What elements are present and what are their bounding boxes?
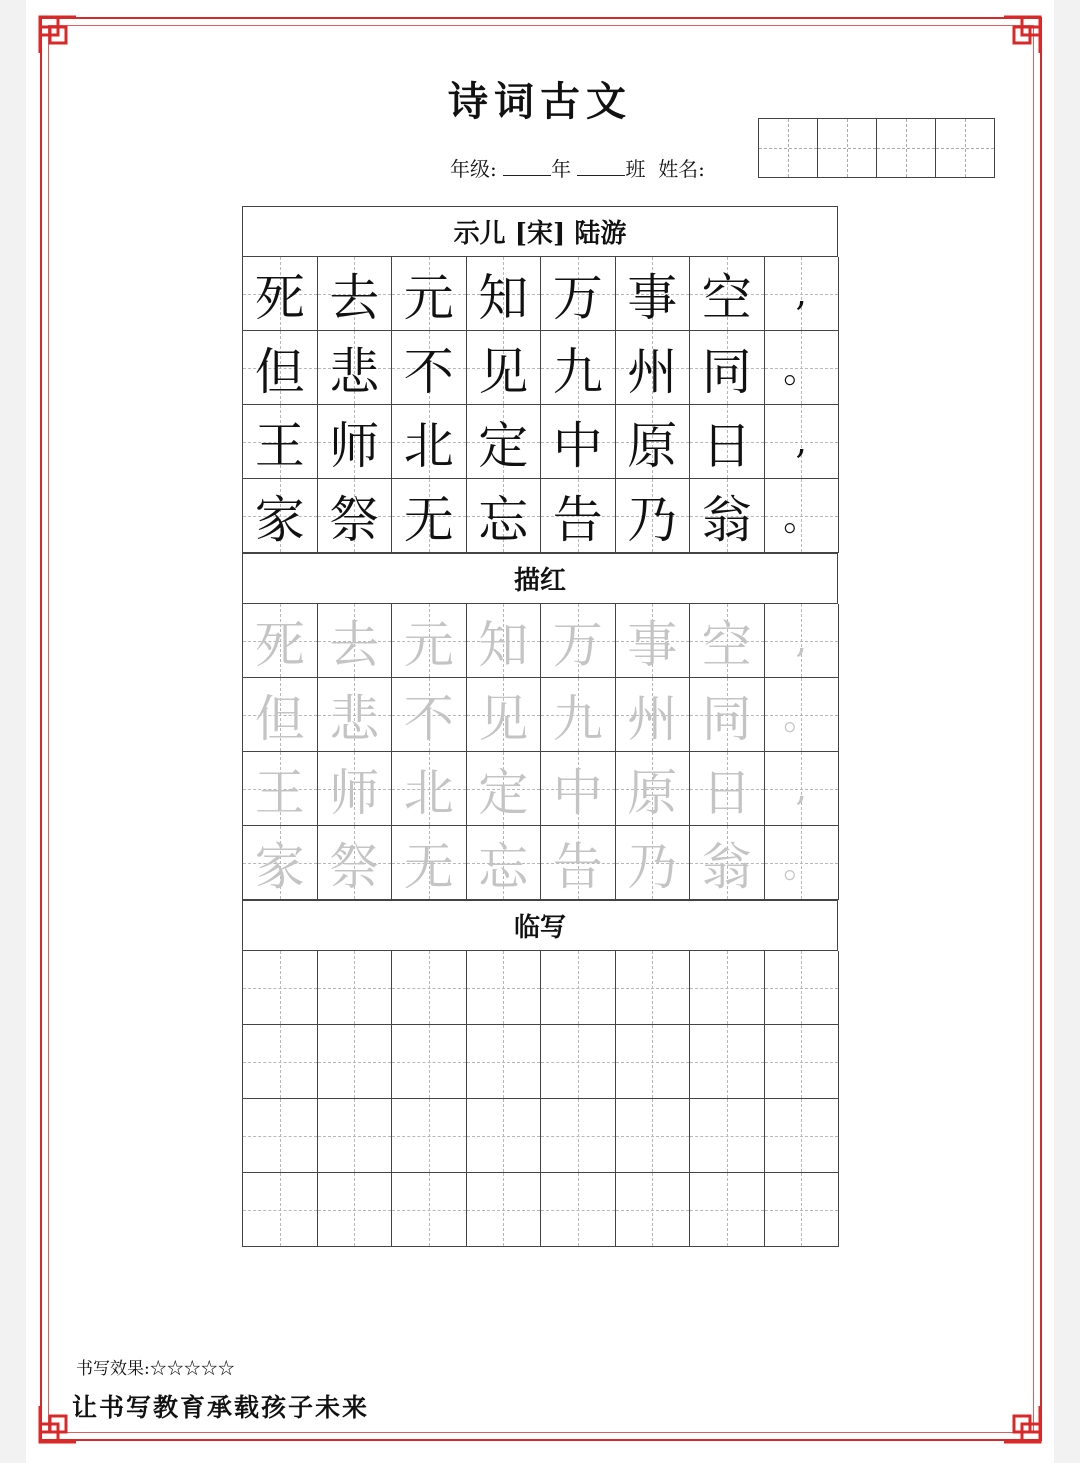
poem-character: 空 bbox=[701, 615, 752, 674]
grid-cell[interactable] bbox=[765, 1173, 840, 1247]
grid-cell bbox=[243, 257, 318, 331]
poem-character: 悲 bbox=[329, 342, 380, 401]
poem-character: 家 bbox=[254, 490, 305, 549]
grid-cell[interactable] bbox=[318, 752, 393, 826]
poem-character: 万 bbox=[552, 268, 603, 327]
poem-character: 乃 bbox=[627, 490, 678, 549]
grid-cell[interactable] bbox=[467, 1099, 542, 1173]
poem-character: 王 bbox=[254, 416, 305, 475]
poem-character: 知 bbox=[478, 268, 529, 327]
grade-label: 年级: bbox=[450, 157, 497, 181]
grid-cell bbox=[392, 331, 467, 405]
grid-cell bbox=[690, 257, 765, 331]
grid-cell[interactable] bbox=[541, 951, 616, 1025]
poem-character: 中 bbox=[552, 763, 603, 822]
name-box[interactable] bbox=[876, 118, 936, 178]
grid-cell bbox=[616, 257, 691, 331]
grid-cell bbox=[616, 331, 691, 405]
footer-slogan: 让书写教育承载孩子未来 bbox=[72, 1393, 370, 1422]
poem-character: 原 bbox=[627, 763, 678, 822]
grid-cell[interactable] bbox=[467, 752, 542, 826]
poem-character: 事 bbox=[627, 615, 678, 674]
grid-cell[interactable] bbox=[243, 752, 318, 826]
grid-cell[interactable] bbox=[467, 951, 542, 1025]
grid-cell[interactable] bbox=[318, 1025, 393, 1099]
grid-cell[interactable] bbox=[467, 826, 542, 900]
grid-cell bbox=[467, 405, 542, 479]
grid-cell bbox=[541, 479, 616, 553]
grid-cell bbox=[318, 479, 393, 553]
trace-grid bbox=[242, 603, 838, 900]
grid-cell[interactable] bbox=[541, 678, 616, 752]
grid-cell[interactable] bbox=[318, 604, 393, 678]
poem-character: 同 bbox=[701, 342, 752, 401]
class-label: 班 bbox=[625, 157, 646, 181]
poem-character: 。 bbox=[783, 697, 820, 738]
grid-cell bbox=[690, 331, 765, 405]
poem-character: 原 bbox=[627, 416, 678, 475]
grid-cell[interactable] bbox=[616, 1173, 691, 1247]
poem-character: 日 bbox=[701, 763, 752, 822]
grid-cell bbox=[765, 257, 840, 331]
poem-character: 死 bbox=[254, 615, 305, 674]
grid-cell[interactable] bbox=[765, 678, 840, 752]
grid-cell[interactable] bbox=[541, 1099, 616, 1173]
grid-cell[interactable] bbox=[690, 678, 765, 752]
poem-character: 告 bbox=[552, 837, 603, 896]
grid-cell[interactable] bbox=[392, 752, 467, 826]
grid-cell[interactable] bbox=[541, 604, 616, 678]
name-input-boxes[interactable] bbox=[758, 118, 998, 178]
grid-cell[interactable] bbox=[318, 1099, 393, 1173]
grid-cell[interactable] bbox=[616, 951, 691, 1025]
grid-cell[interactable] bbox=[616, 604, 691, 678]
grid-cell[interactable] bbox=[765, 1025, 840, 1099]
poem-character: 祭 bbox=[329, 490, 380, 549]
poem-character: 州 bbox=[627, 689, 678, 748]
poem-character: , bbox=[795, 421, 807, 462]
poem-character: 见 bbox=[478, 689, 529, 748]
grid-cell[interactable] bbox=[318, 1173, 393, 1247]
poem-character: 定 bbox=[478, 763, 529, 822]
grid-cell[interactable] bbox=[765, 604, 840, 678]
grid-cell[interactable] bbox=[690, 951, 765, 1025]
corner-ornament-top-right bbox=[1000, 13, 1044, 57]
grid-cell bbox=[616, 479, 691, 553]
poem-character: 但 bbox=[254, 342, 305, 401]
grid-cell[interactable] bbox=[616, 1099, 691, 1173]
grid-cell[interactable] bbox=[392, 678, 467, 752]
grid-cell bbox=[616, 405, 691, 479]
grid-cell[interactable] bbox=[318, 678, 393, 752]
poem-character: 北 bbox=[403, 416, 454, 475]
grid-cell bbox=[318, 405, 393, 479]
grid-cell bbox=[392, 479, 467, 553]
poem-character: 去 bbox=[329, 268, 380, 327]
grid-cell bbox=[318, 257, 393, 331]
poem-character: 王 bbox=[254, 763, 305, 822]
poem-character: 乃 bbox=[627, 837, 678, 896]
year-label: 年 bbox=[551, 157, 572, 181]
grid-cell[interactable] bbox=[541, 826, 616, 900]
grid-cell[interactable] bbox=[243, 826, 318, 900]
grid-cell[interactable] bbox=[318, 951, 393, 1025]
grid-cell bbox=[541, 257, 616, 331]
poem-character: 翁 bbox=[701, 837, 752, 896]
grid-cell[interactable] bbox=[765, 1099, 840, 1173]
poem-character: 州 bbox=[627, 342, 678, 401]
grid-cell bbox=[467, 331, 542, 405]
grid-cell[interactable] bbox=[392, 604, 467, 678]
grid-cell bbox=[243, 405, 318, 479]
grid-cell[interactable] bbox=[243, 1099, 318, 1173]
poem-character: 师 bbox=[329, 416, 380, 475]
name-label: 姓名: bbox=[658, 157, 705, 181]
trace-section-header bbox=[242, 553, 838, 603]
name-box[interactable] bbox=[758, 118, 818, 178]
grid-cell[interactable] bbox=[392, 1025, 467, 1099]
trace-title: 描红 bbox=[513, 566, 566, 596]
grid-cell[interactable] bbox=[616, 1025, 691, 1099]
poem-character: 不 bbox=[403, 689, 454, 748]
grid-cell[interactable] bbox=[765, 752, 840, 826]
poem-character: 九 bbox=[552, 689, 603, 748]
grid-cell[interactable] bbox=[467, 1173, 542, 1247]
grid-cell bbox=[541, 331, 616, 405]
poem-character: 去 bbox=[329, 615, 380, 674]
grid-cell bbox=[467, 257, 542, 331]
poem-character: 悲 bbox=[329, 689, 380, 748]
grid-cell[interactable] bbox=[243, 604, 318, 678]
practice-sheet bbox=[242, 206, 838, 1247]
grid-cell[interactable] bbox=[467, 678, 542, 752]
grid-cell[interactable] bbox=[392, 951, 467, 1025]
copy-title: 临写 bbox=[513, 913, 566, 943]
poem-character: 。 bbox=[783, 498, 820, 539]
poem-character: 不 bbox=[403, 342, 454, 401]
grid-cell[interactable] bbox=[392, 1099, 467, 1173]
grid-cell[interactable] bbox=[541, 1025, 616, 1099]
grid-cell[interactable] bbox=[392, 1173, 467, 1247]
grid-cell[interactable] bbox=[690, 826, 765, 900]
grid-cell bbox=[541, 405, 616, 479]
poem-character: 。 bbox=[783, 350, 820, 391]
writing-rating: 书写效果:☆☆☆☆☆ bbox=[76, 1359, 235, 1379]
grade-blank[interactable] bbox=[503, 157, 551, 176]
poem-character: 见 bbox=[478, 342, 529, 401]
grid-cell[interactable] bbox=[765, 951, 840, 1025]
poem-character: 同 bbox=[701, 689, 752, 748]
poem-character: 知 bbox=[478, 615, 529, 674]
class-blank[interactable] bbox=[577, 157, 625, 176]
student-info-line bbox=[450, 153, 705, 182]
poem-character: 元 bbox=[403, 615, 454, 674]
grid-cell[interactable] bbox=[243, 678, 318, 752]
grid-cell[interactable] bbox=[541, 752, 616, 826]
poem-character: 日 bbox=[701, 416, 752, 475]
corner-ornament-bottom-right bbox=[1000, 1402, 1044, 1446]
poem-character: 师 bbox=[329, 763, 380, 822]
grid-cell[interactable] bbox=[765, 826, 840, 900]
poem-character: , bbox=[795, 620, 807, 661]
grid-cell[interactable] bbox=[616, 678, 691, 752]
grid-cell[interactable] bbox=[690, 1173, 765, 1247]
poem-character: 中 bbox=[552, 416, 603, 475]
grid-cell bbox=[318, 331, 393, 405]
poem-character: 定 bbox=[478, 416, 529, 475]
poem-character: 万 bbox=[552, 615, 603, 674]
poem-grid bbox=[242, 256, 838, 553]
poem-character: 翁 bbox=[701, 490, 752, 549]
copy-grid bbox=[242, 950, 838, 1247]
poem-character: , bbox=[795, 768, 807, 809]
poem-character: 无 bbox=[403, 490, 454, 549]
grid-cell bbox=[765, 331, 840, 405]
grid-cell[interactable] bbox=[318, 826, 393, 900]
poem-title-header bbox=[242, 206, 838, 256]
poem-character: 。 bbox=[783, 845, 820, 886]
poem-character: 九 bbox=[552, 342, 603, 401]
grid-cell bbox=[765, 405, 840, 479]
grid-cell bbox=[392, 405, 467, 479]
grid-cell bbox=[765, 479, 840, 553]
poem-character: 元 bbox=[403, 268, 454, 327]
poem-character: 祭 bbox=[329, 837, 380, 896]
poem-character: 家 bbox=[254, 837, 305, 896]
poem-title: 示儿 [宋] 陆游 bbox=[453, 219, 627, 249]
grid-cell bbox=[690, 479, 765, 553]
grid-cell[interactable] bbox=[467, 604, 542, 678]
poem-character: 无 bbox=[403, 837, 454, 896]
grid-cell[interactable] bbox=[616, 826, 691, 900]
poem-character: 但 bbox=[254, 689, 305, 748]
grid-cell[interactable] bbox=[541, 1173, 616, 1247]
poem-character: 空 bbox=[701, 268, 752, 327]
grid-cell bbox=[243, 331, 318, 405]
grid-cell bbox=[392, 257, 467, 331]
grid-cell[interactable] bbox=[690, 1099, 765, 1173]
grid-cell bbox=[467, 479, 542, 553]
grid-cell bbox=[243, 479, 318, 553]
poem-character: 死 bbox=[254, 268, 305, 327]
grid-cell[interactable] bbox=[243, 1173, 318, 1247]
grid-cell[interactable] bbox=[690, 604, 765, 678]
grid-cell[interactable] bbox=[243, 951, 318, 1025]
grid-cell[interactable] bbox=[690, 1025, 765, 1099]
poem-character: , bbox=[795, 273, 807, 314]
poem-character: 北 bbox=[403, 763, 454, 822]
grid-cell bbox=[690, 405, 765, 479]
grid-cell[interactable] bbox=[467, 1025, 542, 1099]
grid-cell[interactable] bbox=[243, 1025, 318, 1099]
poem-character: 忘 bbox=[478, 837, 529, 896]
corner-ornament-top-left bbox=[36, 13, 80, 57]
poem-character: 告 bbox=[552, 490, 603, 549]
copy-section-header bbox=[242, 900, 838, 950]
name-box[interactable] bbox=[935, 118, 995, 178]
grid-cell[interactable] bbox=[616, 752, 691, 826]
page-title: 诗词古文 bbox=[448, 78, 632, 125]
name-box[interactable] bbox=[817, 118, 877, 178]
grid-cell[interactable] bbox=[690, 752, 765, 826]
poem-character: 忘 bbox=[478, 490, 529, 549]
poem-character: 事 bbox=[627, 268, 678, 327]
grid-cell[interactable] bbox=[392, 826, 467, 900]
